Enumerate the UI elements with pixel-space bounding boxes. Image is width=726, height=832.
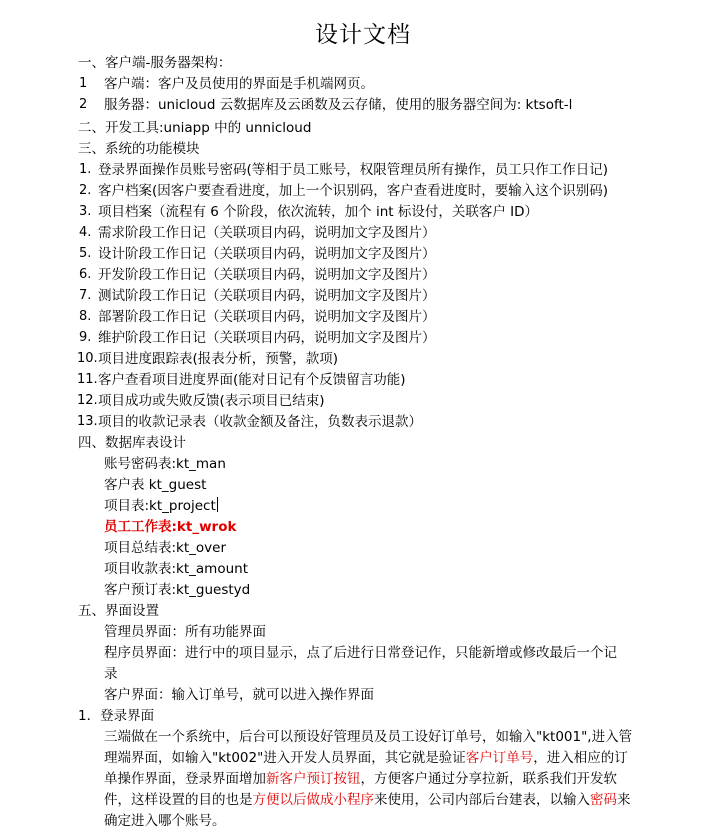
- list-item-client: 客户端：客户及员使用的界面是手机端网页。: [104, 76, 374, 92]
- list-item: 部署阶段工作日记（关联项目内码，说明加文字及图片）: [98, 309, 436, 325]
- list-number: 1.: [79, 162, 92, 177]
- list-number: 10.: [77, 351, 98, 366]
- list-number: 1: [79, 76, 88, 91]
- highlight-text: 密码: [590, 792, 617, 808]
- list-item: 项目成功或失败反馈(表示项目已结束): [98, 393, 325, 409]
- list-item: 开发阶段工作日记（关联项目内码，说明加文字及图片）: [98, 267, 436, 283]
- table-name: 账号密码表:kt_man: [104, 456, 226, 472]
- table-name-text: 项目表:kt_project: [104, 498, 216, 514]
- section-heading-database: 四、数据库表设计: [78, 435, 186, 451]
- list-item: 项目进度跟踪表(报表分析，预警，款项): [98, 351, 339, 367]
- section-heading-login: 1．登录界面: [78, 708, 155, 724]
- list-number: 4.: [79, 225, 92, 240]
- list-item: 客户查看项目进度界面(能对日记有个反馈留言功能): [98, 372, 406, 388]
- list-number: 2.: [79, 183, 92, 198]
- list-number: 6.: [79, 267, 92, 282]
- ui-customer: 客户界面：输入订单号，就可以进入操作界面: [104, 687, 374, 703]
- table-name: 项目收款表:kt_amount: [104, 561, 248, 577]
- list-item: 设计阶段工作日记（关联项目内码，说明加文字及图片）: [98, 246, 436, 262]
- ui-programmer-cont: 录: [104, 666, 118, 682]
- list-item: 客户档案(因客户要查看进度，加上一个识别码，客户查看进度时，要输入这个识别码): [98, 183, 609, 199]
- document-title: 设计文档: [315, 22, 411, 48]
- section-heading-modules: 三、系统的功能模块: [78, 141, 200, 157]
- list-number: 3.: [79, 204, 92, 219]
- list-number: 9.: [79, 330, 92, 345]
- list-number: 11.: [77, 372, 98, 387]
- para-text: ，进入相应的订单操作界面，登录界面增加: [104, 750, 628, 787]
- list-number: 7.: [79, 288, 92, 303]
- list-item: 项目档案（流程有 6 个阶段，依次流转，加个 int 标设付，关联客户 ID）: [98, 204, 539, 220]
- para-text: ，方便客户通过分享拉新，联系我们开发软件，这样设置的目的也是: [104, 771, 617, 808]
- ui-admin: 管理员界面：所有功能界面: [104, 624, 266, 640]
- para-text: 三端做在一个系统中，后台可以预设好管理员及员工设好订单号，如输入"kt001",进入管理端界面，如输入"kt002"进入开发人员界面，其它就是验证: [104, 729, 633, 766]
- section-heading-dev-tools: 二、开发工具:uniapp 中的 unnicloud: [78, 120, 312, 136]
- table-name-highlighted: 员工工作表:kt_wrok: [104, 519, 237, 535]
- list-item-server: 服务器：unicloud 云数据库及云函数及云存储，使用的服务器空间为: ktsoft-l: [104, 97, 573, 113]
- section-heading-ui: 五、界面设置: [78, 603, 159, 619]
- highlight-text: 客户订单号: [465, 750, 534, 766]
- list-item: 维护阶段工作日记（关联项目内码，说明加文字及图片）: [98, 330, 436, 346]
- table-name: 客户表 kt_guest: [104, 477, 207, 493]
- list-item: 需求阶段工作日记（关联项目内码，说明加文字及图片）: [98, 225, 436, 241]
- table-name: 客户预订表:kt_guestyd: [104, 582, 251, 598]
- section-heading-architecture: 一、客户端-服务器架构：: [78, 55, 232, 71]
- para-text: 来使用，公司内部后台建表，以输入: [374, 792, 590, 808]
- table-name: 项目总结表:kt_over: [104, 540, 227, 556]
- list-number: 2: [79, 97, 88, 112]
- list-item: 登录界面操作员账号密码(等相于员工账号，权限管理员所有操作，员工只作工作日记): [98, 162, 609, 178]
- list-number: 12.: [77, 393, 98, 408]
- list-item: 项目的收款记录表（收款金额及备注，负数表示退款）: [98, 414, 422, 430]
- table-name: [104, 496, 218, 516]
- highlight-text: 新客户预订按钮: [266, 771, 361, 787]
- highlight-text: 方便以后做成小程序: [252, 792, 374, 808]
- list-number: 8.: [79, 309, 92, 324]
- text-cursor: [217, 497, 218, 512]
- login-paragraph: [104, 727, 634, 832]
- list-number: 5.: [79, 246, 92, 261]
- list-item: 测试阶段工作日记（关联项目内码，说明加文字及图片）: [98, 288, 436, 304]
- para-text: 来确定进入哪个账号。: [104, 792, 631, 829]
- ui-programmer: 程序员界面：进行中的项目显示，点了后进行日常登记作，只能新增或修改最后一个记: [104, 645, 617, 661]
- list-number: 13.: [77, 414, 98, 429]
